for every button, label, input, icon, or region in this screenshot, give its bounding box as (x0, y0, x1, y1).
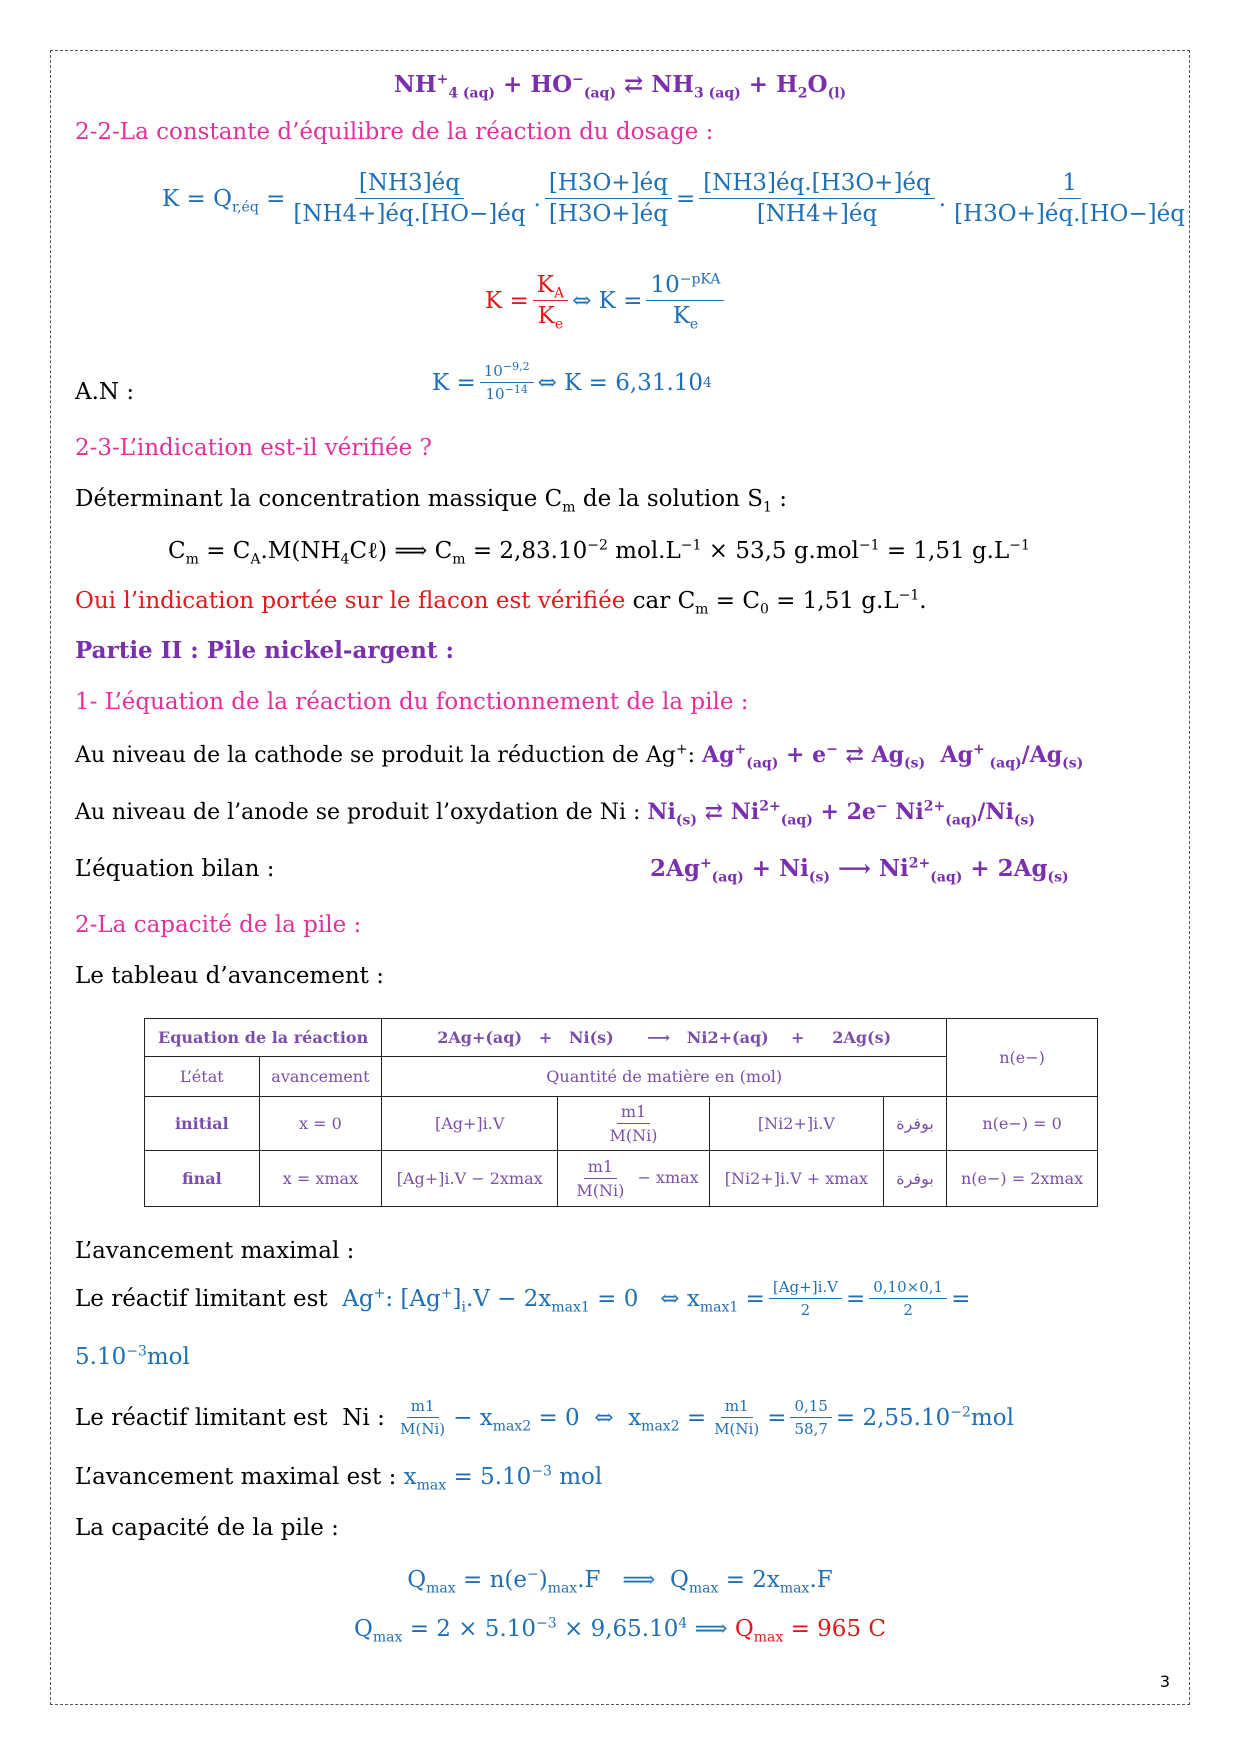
table-cell: $\frac{m1}{M(Ni)}$ − xmax (558, 1151, 710, 1207)
table-row (145, 1097, 1098, 1151)
an-result: K = $\frac{10^{-9,2}}{10^{-14}}$ ⇔ K = 6,31.10 4 (432, 360, 712, 403)
table-cell: [Ni2+]i.V + xmax (709, 1151, 883, 1207)
table-header-etat: L’état (145, 1057, 260, 1097)
cm-equation: $C_m$ = $C_A.M(NH_4C\ell)$ ⟹ $C_m = 2,83.10^{-2}$ $mol.L^{-1} \times 53,5$ g.mol$^{-1}$ = 1,51 $g.L^{-1}$ (168, 537, 1030, 568)
progress-table (144, 1018, 1098, 1207)
table-cell: [Ni2+]i.V (709, 1097, 883, 1151)
verification-line: Oui l’indication portée sur le flacon est vérifiée car $C_m = C_0 = 1,51$ $g.L^{-1}$. (75, 587, 927, 618)
capacity-result: $Q_{max} = 2 \times 5.10^{-3} \times 9,65.10^4$ ⟹ $Q_{max} = 965$ C (354, 1615, 886, 1646)
an-label: A.N : (75, 379, 135, 405)
table-cell: x = 0 (259, 1097, 382, 1151)
table-cell: بوفرة (883, 1097, 946, 1151)
table-cell: [Ag+]i.V (382, 1097, 558, 1151)
section-2-title: 2-La capacité de la pile : (75, 912, 362, 938)
dosage-equation: $NH^+_{4 (aq)} + HO^-_{(aq)}$ ⇄ $NH_{3 (aq)} + H_2O_{(l)}$ (393, 71, 847, 102)
k-expression: $K = Q_{r,éq}$ = $\frac{[NH3]éq}{[NH4+]éq.[HO-]éq}$ . $\frac{[H3O+]éq}{[H3O+]éq}$ = $\frac{[NH3]éq.[H3O+]éq}{[NH4+]éq}$ . $\frac{1}{[H3O+]éq.[HO-]éq}$ (162, 170, 1185, 227)
capacity-label: La capacité de la pile : (75, 1515, 339, 1541)
table-cell: n(e−) = 0 (947, 1097, 1098, 1151)
table-cell: initial (145, 1097, 260, 1151)
section-1-title: 1- L’équation de la réaction du fonctionnement de la pile : (75, 689, 749, 715)
section-2-2-title: 2-2-La constante d’équilibre de la réaction du dosage : (75, 119, 714, 145)
capacity-formula: $Q_{max} = n(e^-)_{max}.F$ ⟹ $Q_{max} = 2x_{max}.F$ (407, 1566, 833, 1597)
table-cell: بوفرة (883, 1151, 946, 1207)
page-number: 3 (1159, 1672, 1170, 1691)
table-label: Le tableau d’avancement : (75, 963, 384, 989)
limiting-ni-line: Le réactif limitant est Ni : $\frac{m1}{M(Ni)}$ − $x_{max2} = 0$ ⇔ $x_{max2}$ = $\frac{m1}{M(Ni)}$ = $\frac{0,15}{58,7}$ = $2,55.10^{-2}mol$ (75, 1397, 1014, 1438)
limiting-ag-line: Le réactif limitant est Ag+: $[Ag^+]_i.V - 2x_{max1} = 0$ ⇔ $x_{max1}$ = $\frac{[Ag+]i.V}{2}$ = $\frac{0,10\times 0,1}{2}$ = (75, 1278, 971, 1319)
limiting-ag-result: $5.10^{-3}mol$ (75, 1343, 190, 1370)
table-cell: [Ag+]i.V − 2xmax (382, 1151, 558, 1207)
cathode-line: Au niveau de la cathode se produit la réduction de Ag+: $Ag^+_{(aq)} + e^-$ ⇄ $Ag_{(s)}$ Ag+ $_{(aq)}/Ag_{(s)}$ (75, 741, 1084, 772)
table-header-equation: Equation de la réaction (145, 1019, 382, 1057)
table-header-ne: n(e−) (947, 1019, 1098, 1097)
bilan-label: L’équation bilan : (75, 856, 275, 882)
partie-2-title: Partie II : Pile nickel-argent : (75, 637, 455, 664)
bilan-equation: $2Ag^+_{(aq)} + Ni_{(s)}$ ⟶ $Ni^{2+}_{(aq)} + 2Ag_{(s)}$ (650, 855, 1069, 886)
k-formula: K = $\frac{K_A}{K_e}$ ⇔ K = $\frac{10^{-pKA}}{K_e}$ (485, 272, 728, 329)
table-header-quantity: Quantité de matière en (mol) (382, 1057, 947, 1097)
anode-line: Au niveau de l’anode se produit l’oxydation de Ni : $Ni_{(s)}$ ⇄ $Ni^{2+}_{(aq)} + 2e^-$ $Ni^{2+}_{(aq)}/Ni_{(s)}$ (75, 798, 1035, 829)
avmax-label: L’avancement maximal : (75, 1238, 355, 1264)
avmax-line: L’avancement maximal est : $x_{max} = 5.10^{-3}$ mol (75, 1463, 603, 1494)
table-header-avancement: avancement (259, 1057, 382, 1097)
table-row (145, 1151, 1098, 1207)
table-header-reaction: 2Ag+(aq) + Ni(s) ⟶ Ni2+(aq) + 2Ag(s) (382, 1019, 947, 1057)
table-cell: final (145, 1151, 260, 1207)
det-line: Déterminant la concentration massique $C_m$ de la solution $S_1$ : (75, 486, 787, 516)
section-2-3-title: 2-3-L’indication est-il vérifiée ? (75, 435, 432, 461)
table-cell: $\frac{m1}{M(Ni)}$ (558, 1097, 710, 1151)
table-cell: x = xmax (259, 1151, 382, 1207)
table-cell: n(e−) = 2xmax (947, 1151, 1098, 1207)
